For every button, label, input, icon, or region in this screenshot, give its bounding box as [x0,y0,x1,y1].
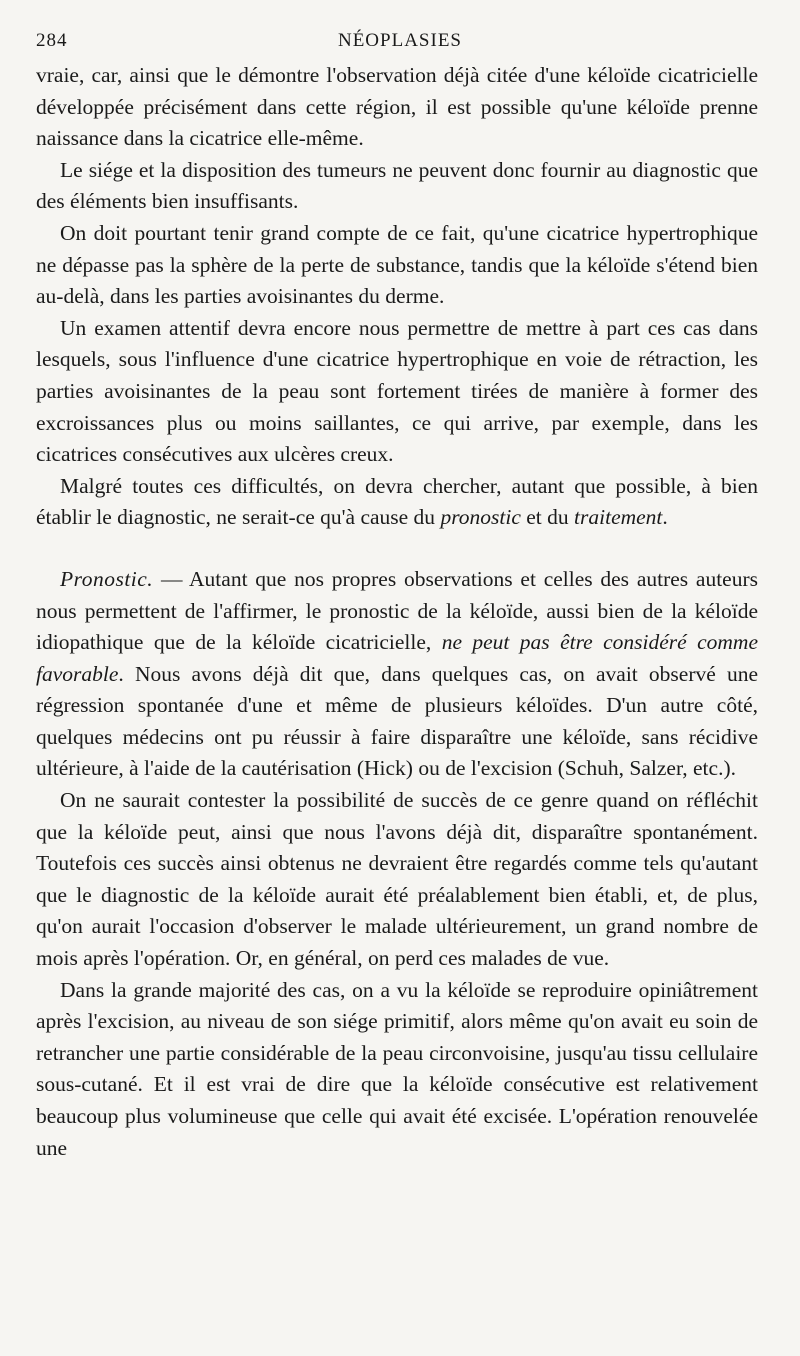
page-number: 284 [36,30,68,51]
paragraph-cicatrice: On doit pourtant tenir grand compte de ce fait, qu'une cicatrice hypertrophique ne dépasse pas la sphère de la perte de substance, tandis que la kéloïde s'étend bien au-delà, dans les parties avoisinantes du derme. [36,220,758,309]
pronostic-term: pronostic [440,505,521,530]
running-title: NÉOPLASIES [337,30,462,51]
paragraph-examen: Un examen attentif devra encore nous permettre de mettre à part ces cas dans lesquels, sous l'influence d'une cicatrice hypertrophique en voie de rétraction, les parties avoisinantes de la peau sont fortement tirées de manière à former des excroissances plus ou moins saillantes, ce qui arrive, par exemple, dans les cicatrices consécutives aux ulcères creux. [36,315,758,467]
body-text [36,60,758,1164]
p6-emphasis: ne peut pas être considéré comme favorable [36,630,758,686]
traitement-term: traitement [574,505,663,530]
section-spacer [36,534,758,564]
paragraph-succes: On ne saurait contester la possibilité de succès de ce genre quand on réfléchit que la kéloïde peut, ainsi que nous l'avons déjà dit, disparaître spontanément. Toutefois ces succès ainsi obtenus ne devraient être regardés comme tels qu'autant que le diagnostic de la kéloïde aurait été préalablement bien établi, et, de plus, qu'on aurait l'occasion d'observer le malade ultérieurement, un grand nombre de mois après l'opération. Or, en général, on perd ces malades de vue. [36,788,758,971]
p6-text-c: . Nous avons déjà dit que, dans quelques cas, on avait observé une régression spontanée d'une et même de plusieurs kéloïdes. D'un autre côté, quelques médecins ont pu réussir à faire disparaître une kéloïde, sans récidive ultérieure, à l'aide de la cautérisation (Hick) ou de l'excision (Schuh, Salzer, etc.). [36,661,758,781]
paragraph-majorite: Dans la grande majorité des cas, on a vu la kéloïde se reproduire opiniâtrement après l'excision, au niveau de son siége primitif, alors même qu'on avait eu soin de retrancher une partie considérable de la peau circonvoisine, jusqu'au tissu cellulaire sous-cutané. Et il est vrai de dire que la kéloïde consécutive est relativement beaucoup plus volumineuse que celle qui avait été excisée. L'opération renouvelée une [36,977,758,1160]
running-head [36,30,764,54]
paragraph-difficultes [36,471,758,534]
p5-text-a: Malgré toutes ces difficultés, on devra chercher, autant que possible, à bien établir le diagnostic, ne serait-ce qu'à cause du [36,473,758,530]
p6-text-a: — Autant que nos propres observations et celles des autres auteurs nous permettent de l'affirmer, le pronostic de la kéloïde, aussi bien de la kéloïde idiopathique que de la kéloïde cicatricielle, [36,566,758,655]
paragraph-pronostic [36,564,758,785]
section-heading-pronostic: Pronostic. [60,566,154,591]
p5-text-c: et du [520,505,575,530]
paragraph-continued: vraie, car, ainsi que le démontre l'observation déjà citée d'une kéloïde cicatricielle développée précisément dans cette région, il est possible qu'une kéloïde prenne naissance dans la cicatrice elle-même. [36,63,758,151]
paragraph-siege: Le siége et la disposition des tumeurs ne peuvent donc fournir au diagnostic que des éléments bien insuffisants. [36,157,758,214]
p5-text-e: . [662,505,668,530]
